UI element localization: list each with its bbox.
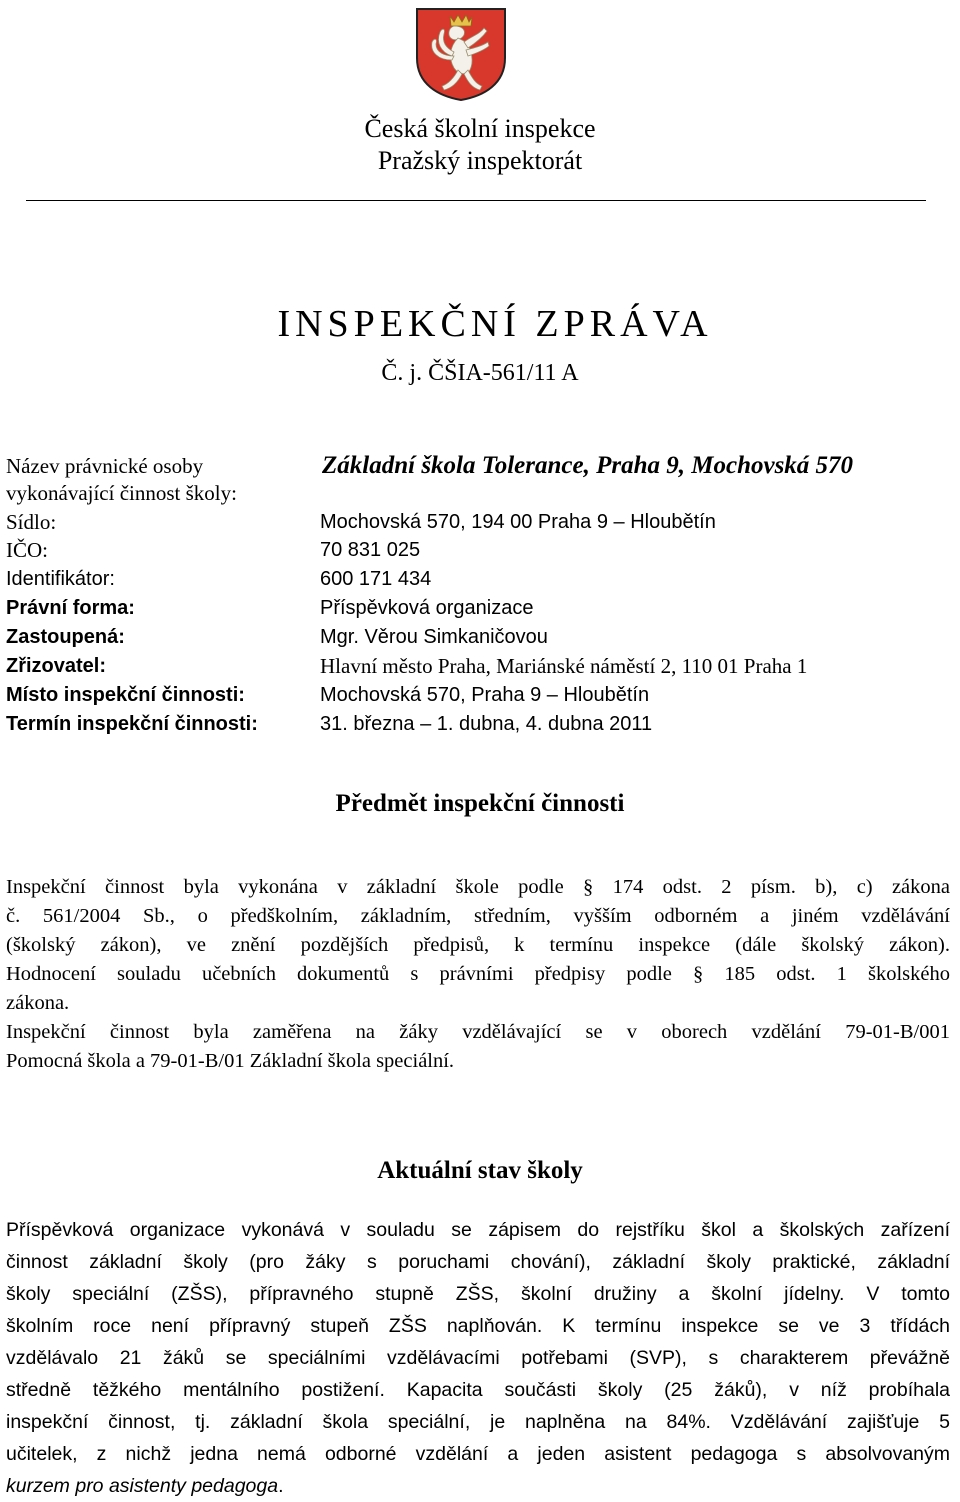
status-line: inspekční činnost, tj. základní škola speciální, je naplněna na 84%. Vzdělávání zajišťuje 5 (6, 1411, 950, 1433)
founder-value: Hlavní město Praha, Mariánské náměstí 2, 110 01 Praha 1 (320, 654, 808, 678)
institution-name: Česká školní inspekce (364, 114, 596, 143)
status-line: školy speciální (ZŠS), přípravného stupně ZŠS, školní družiny a školní jídelny. V tomto (6, 1283, 950, 1305)
name-label-line1: Název právnické osoby (6, 454, 204, 478)
czech-lion-coat-of-arms-icon (414, 6, 508, 102)
identifier-label: Identifikátor: (6, 568, 115, 590)
reference-number: Č. j. ČŠIA-561/11 A (381, 360, 579, 386)
report-title: INSPEKČNÍ ZPRÁVA (277, 303, 713, 345)
identifier-value: 600 171 434 (320, 568, 432, 590)
status-line: vzdělávalo 21 žáků se speciálními vzdělávacími potřebami (SVP), s charakterem převážně (6, 1347, 950, 1369)
status-heading: Aktuální stav školy (377, 1157, 583, 1184)
place-label: Místo inspekční činnosti: (6, 684, 245, 706)
founder-label: Zřizovatel: (6, 655, 107, 677)
status-line: Příspěvková organizace vykonává v souladu se zápisem do rejstříku škol a školských zařízení (6, 1219, 950, 1241)
status-line: činnost základní školy (pro žáky s poruchami chování), základní školy praktické, základní (6, 1251, 950, 1273)
subject-line: zákona. (6, 992, 70, 1014)
subject-line: Pomocná škola a 79-01-B/01 Základní škola speciální. (6, 1050, 455, 1072)
inspectorate-name: Pražský inspektorát (377, 146, 583, 175)
status-last-end: . (278, 1475, 284, 1497)
subject-paragraph (6, 873, 950, 1076)
school-name-value: Základní škola Tolerance, Praha 9, Mochovská 570 (322, 452, 854, 479)
status-paragraph (6, 1214, 950, 1502)
status-line: školním roce není přípravný stupeň ZŠS naplňován. K termínu inspekce se ve 3 třídách (6, 1315, 950, 1337)
name-label-line2: vykonávající činnost školy: (6, 481, 237, 505)
term-value: 31. března – 1. dubna, 4. dubna 2011 (320, 713, 653, 735)
header-divider (26, 200, 926, 201)
term-label: Termín inspekční činnosti: (6, 713, 258, 735)
subject-line: Hodnocení souladu učebních dokumentů s právními předpisy podle § 185 odst. 1 školského (6, 963, 950, 985)
status-line: středně těžkého mentálního postižení. Kapacita součásti školy (25 žáků), v níž probíhala (6, 1379, 950, 1401)
subject-line: č. 561/2004 Sb., o předškolním, základním, středním, vyšším odborném a jiném vzdělávání (6, 905, 950, 927)
status-line: učitelek, z nichž jedna nemá odborné vzdělání a jeden asistent pedagoga s absolvovaným (6, 1443, 950, 1465)
ico-label: IČO: (6, 538, 48, 562)
subject-line: Inspekční činnost byla vykonána v základní škole podle § 174 odst. 2 písm. b), c) zákona (6, 876, 950, 898)
represented-label: Zastoupená: (6, 626, 125, 648)
seat-label: Sídlo: (6, 510, 57, 534)
ico-value: 70 831 025 (320, 539, 421, 561)
seat-value: Mochovská 570, 194 00 Praha 9 – Hloubětín (320, 511, 716, 533)
status-last-italic: kurzem pro asistenty pedagoga (6, 1475, 279, 1497)
subject-heading: Předmět inspekční činnosti (335, 790, 625, 817)
legal-form-value: Příspěvková organizace (320, 597, 534, 619)
place-value: Mochovská 570, Praha 9 – Hloubětín (320, 684, 650, 706)
status-line-last (6, 1470, 950, 1502)
legal-form-label: Právní forma: (6, 597, 135, 619)
represented-value: Mgr. Věrou Simkaničovou (320, 626, 548, 648)
subject-line: Inspekční činnost byla zaměřena na žáky vzdělávající se v oborech vzdělání 79-01-B/001 (6, 1021, 950, 1043)
subject-line: (školský zákon), ve znění pozdějších předpisů, k termínu inspekce (dále školský zákon). (6, 934, 950, 956)
